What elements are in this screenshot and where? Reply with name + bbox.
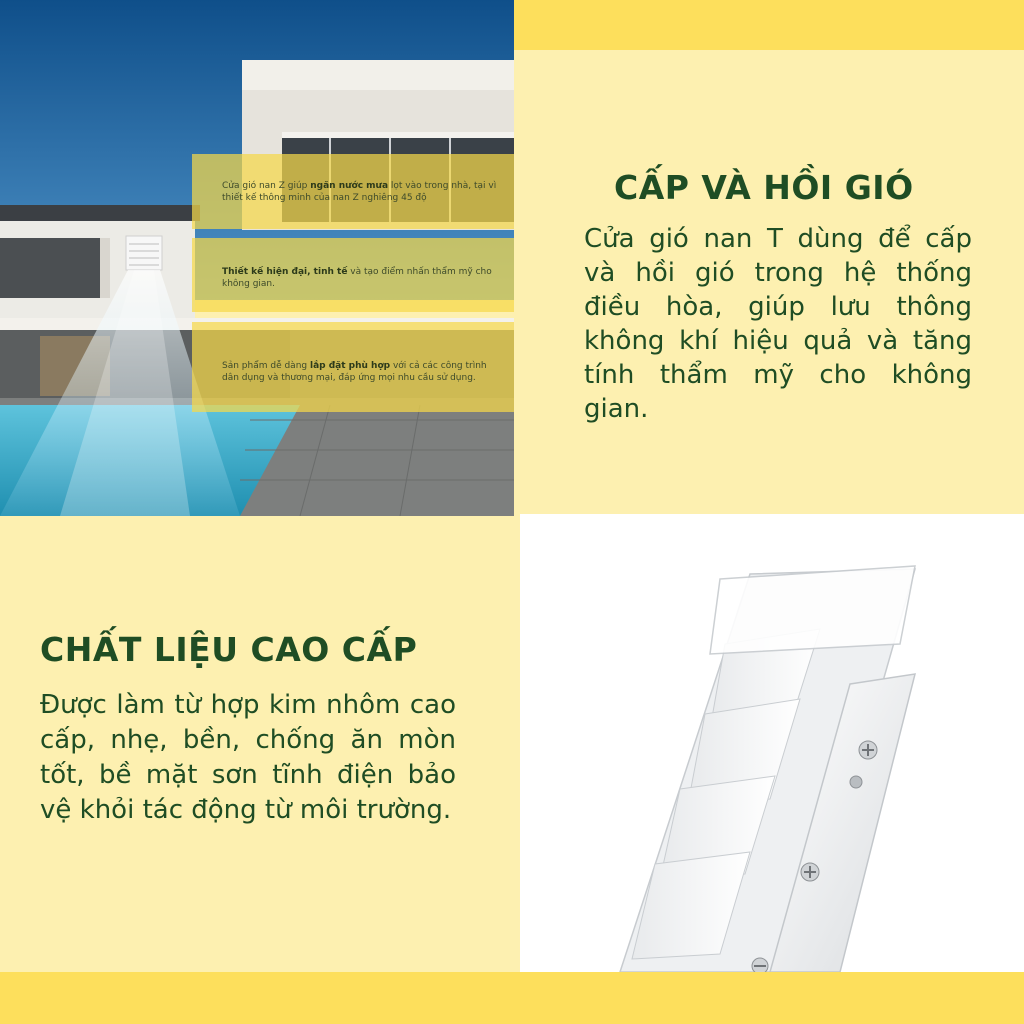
body-material: Được làm từ hợp kim nhôm cao cấp, nhẹ, bền, chống ăn mòn tốt, bề mặt sơn tĩnh điện bảo vệ khỏi tác động từ môi trường. — [40, 690, 456, 825]
house-photo — [0, 0, 514, 516]
heading-supply-return: CẤP VÀ HỒI GIÓ — [614, 168, 914, 207]
screw-icon — [801, 863, 819, 881]
overlay-text-rain: Cửa gió nan Z giúp ngăn nước mưa lọt vào trong nhà, tại vì thiết kế thông minh của nan Z nghiêng 45 độ — [222, 181, 497, 203]
air-vent-illustration — [520, 514, 1024, 972]
overlay-text-design: Thiết kế hiện đại, tinh tế và tạo điểm nhấn thẩm mỹ cho không gian. — [222, 267, 492, 289]
body-supply-return: Cửa gió nan T dùng để cấp và hồi gió trong hệ thống điều hòa, giúp lưu thông không khí hiệu quả và tăng tính thẩm mỹ cho không gian. — [584, 224, 972, 424]
air-vent-product — [520, 514, 1024, 972]
house-illustration — [0, 0, 514, 516]
heading-material: CHẤT LIỆU CAO CẤP — [40, 630, 418, 669]
bottom-yellow-band — [0, 972, 1024, 1024]
screw-icon — [859, 741, 877, 759]
screw-icon — [752, 958, 768, 972]
overlay-text-install: Sản phẩm dễ dàng lắp đặt phù hợp với cả các công trình dân dụng và thương mại, đáp ứng mọi nhu cầu sử dụng. — [222, 361, 487, 383]
top-yellow-band — [514, 0, 1024, 50]
